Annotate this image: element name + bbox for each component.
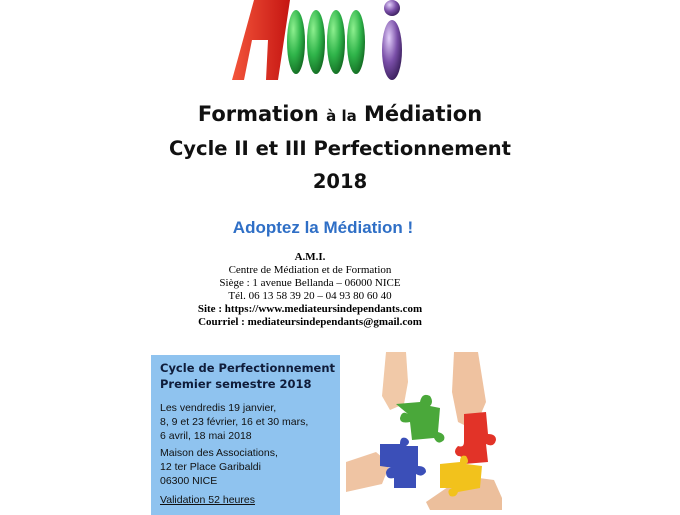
panel-dates-line1: Les vendredis 19 janvier, bbox=[160, 402, 277, 414]
panel-dates-line3: 6 avril, 18 mai 2018 bbox=[160, 430, 252, 442]
panel-place-line3: 06300 NICE bbox=[160, 475, 218, 487]
website-link[interactable]: Site : https://www.mediateursindependants.com bbox=[197, 303, 423, 315]
address: Siège : 1 avenue Bellanda – 06000 NICE bbox=[219, 277, 401, 289]
puzzle-hands-image bbox=[346, 352, 502, 510]
hand-top-left bbox=[382, 352, 408, 410]
title-mediation-word: Médiation bbox=[364, 102, 483, 126]
panel-dates bbox=[160, 401, 308, 443]
panel-heading-line1: Cycle de Perfectionnement bbox=[160, 361, 336, 375]
ami-logo bbox=[232, 0, 408, 82]
title-formation-word: Formation bbox=[197, 102, 319, 126]
slogan: Adoptez la Médiation ! bbox=[232, 218, 414, 237]
center-name: Centre de Médiation et de Formation bbox=[228, 264, 392, 276]
panel-dates-line2: 8, 9 et 23 février, 16 et 30 mars, bbox=[160, 416, 309, 428]
panel-place-line1: Maison des Associations, bbox=[160, 447, 278, 459]
title-formation bbox=[0, 102, 680, 126]
title-cycle: Cycle II et III Perfectionnement bbox=[168, 137, 511, 160]
logo-letter-a bbox=[232, 0, 290, 80]
logo-green-shapes bbox=[287, 10, 365, 74]
contact-block bbox=[160, 251, 460, 329]
org-name: A.M.I. bbox=[294, 251, 326, 263]
panel-place bbox=[160, 446, 278, 488]
panel-place-line2: 12 ter Place Garibaldi bbox=[160, 461, 261, 473]
email-link[interactable]: Courriel : mediateursindependants@gmail.com bbox=[198, 316, 422, 328]
panel-validation: Validation 52 heures bbox=[160, 494, 255, 506]
title-a-la: à la bbox=[326, 107, 357, 125]
phone: Tél. 06 13 58 39 20 – 04 93 80 60 40 bbox=[228, 290, 392, 302]
panel-heading-line2: Premier semestre 2018 bbox=[160, 377, 312, 391]
info-panel bbox=[151, 355, 340, 515]
logo-purple-i bbox=[382, 0, 402, 80]
panel-heading bbox=[160, 360, 335, 392]
title-year: 2018 bbox=[312, 170, 368, 193]
